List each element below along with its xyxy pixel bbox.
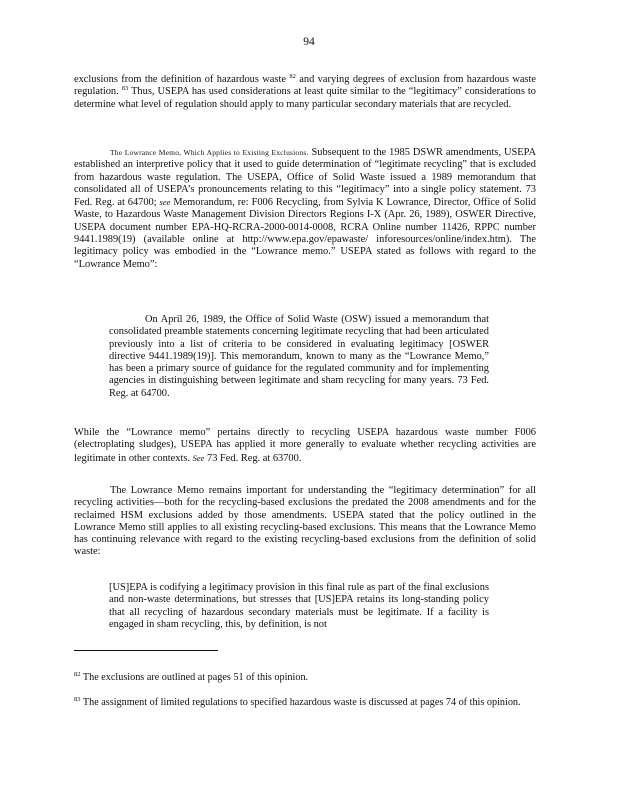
footnote-text: The exclusions are outlined at pages 51 of this opinion. [82, 672, 309, 683]
paragraph-text: While the “Lowrance memo” pertains directly to recycling USEPA hazardous waste number F006 (electroplating sludges), USEPA has applied it more generally to evaluate whether recycling activities are legitimate in other contexts. [74, 427, 536, 464]
footnote-82 [74, 672, 536, 684]
section-heading: The Lowrance Memo, Which Applies to Existing Exclusions. [110, 148, 309, 157]
footnote-text: The assignment of limited regulations to specified hazardous waste is discussed at pages 74 of this opinion. [82, 697, 521, 708]
paragraph-text: Subsequent to the 1985 DSWR amendments, USEPA established an interpretive policy that it used to guide determination of “legitimate recycling” that is excluded from hazardous waste regulation. The USEPA, Office of Solid Waste issued a 1989 memorandum that consolidated all of USEPA’s pronouncements relating to this “legitimacy” into a single policy statement. 73 Fed. Reg. at 64700; [74, 147, 536, 209]
footnote-83 [74, 697, 536, 709]
paragraph-text: 73 Fed. Reg. at 63700. [207, 452, 302, 464]
paragraph-f006 [74, 427, 536, 465]
paragraph-lowrance-memo [74, 147, 536, 271]
footnote-number: 83 [74, 696, 81, 703]
paragraph-continuation [74, 74, 536, 111]
paragraph-text: Thus, USEPA has used considerations at least quite similar to the “legitimacy” considerations to determine what level of regulation should apply to many particular secondary materials that are recycled. [74, 86, 536, 110]
footnote-ref-83[interactable]: 83 [121, 85, 129, 93]
footnote-number: 82 [74, 671, 81, 678]
footnote-ref-82[interactable]: 82 [289, 73, 296, 80]
footnote-divider [74, 650, 218, 651]
page-number: 94 [303, 36, 315, 48]
paragraph-text: and varying degrees of exclusion from hazardous waste regulation. [74, 74, 536, 98]
block-quote-1: On April 26, 1989, the Office of Solid Waste (OSW) issued a memorandum that consolidated preamble statements concerning legitimate recycling that had been articulated previously into a list of criteria to be considered in evaluating legitimacy [OSWER directive 9441.1989(19)]. This memorandum, known to many as the “Lowrance Memo,” has been a primary source of guidance for the regulated community and for implementing agencies in distinguishing between legitimate and sham recycling for many years. 73 Fed. Reg. at 64700. [109, 314, 489, 399]
block-quote-2: [US]EPA is codifying a legitimacy provision in this final rule as part of the final exclusions and non-waste determinations, but stresses that [US]EPA retains its long-standing policy that all recycling of hazardous secondary materials must be legitimate. If a facility is engaged in sham recycling, this, by definition, is not [109, 582, 489, 630]
citation-signal: See [192, 452, 205, 463]
paragraph-lowrance-importance: The Lowrance Memo remains important for understanding the “legitimacy determination” for all recycling activities—both for the recycling-based exclusions the predated the 2008 amendments and for the reclaimed HSM exclusions added by those amendments. USEPA stated that the policy outlined in the Lowrance Memo still applies to all existing recycling-based exclusions. This means that the Lowrance Memo has continuing relevance with regard to the existing recycling-based exclusions from the definition of solid waste: [74, 485, 536, 558]
citation-signal: see [159, 197, 171, 208]
paragraph-text: Memorandum, re: F006 Recycling, from Sylvia K Lowrance, Director, Office of Solid Waste, to Hazardous Waste Management Division Directors Regions I-X (Apr. 26, 1989), OSWER Directive, USEPA document number EPA-HQ-RCRA-2000-0014-0008, RCRA Online number 11426, RPPC number 9441.1989(19) (available online at http://www.epa.gov/epawaste/ inforesources/online/index.htm). The legitimacy policy was embodied in the “Lowrance memo.” USEPA stated as follows with regard to the “Lowrance Memo”: [74, 197, 536, 270]
paragraph-text: exclusions from the definition of hazardous waste [74, 74, 286, 85]
